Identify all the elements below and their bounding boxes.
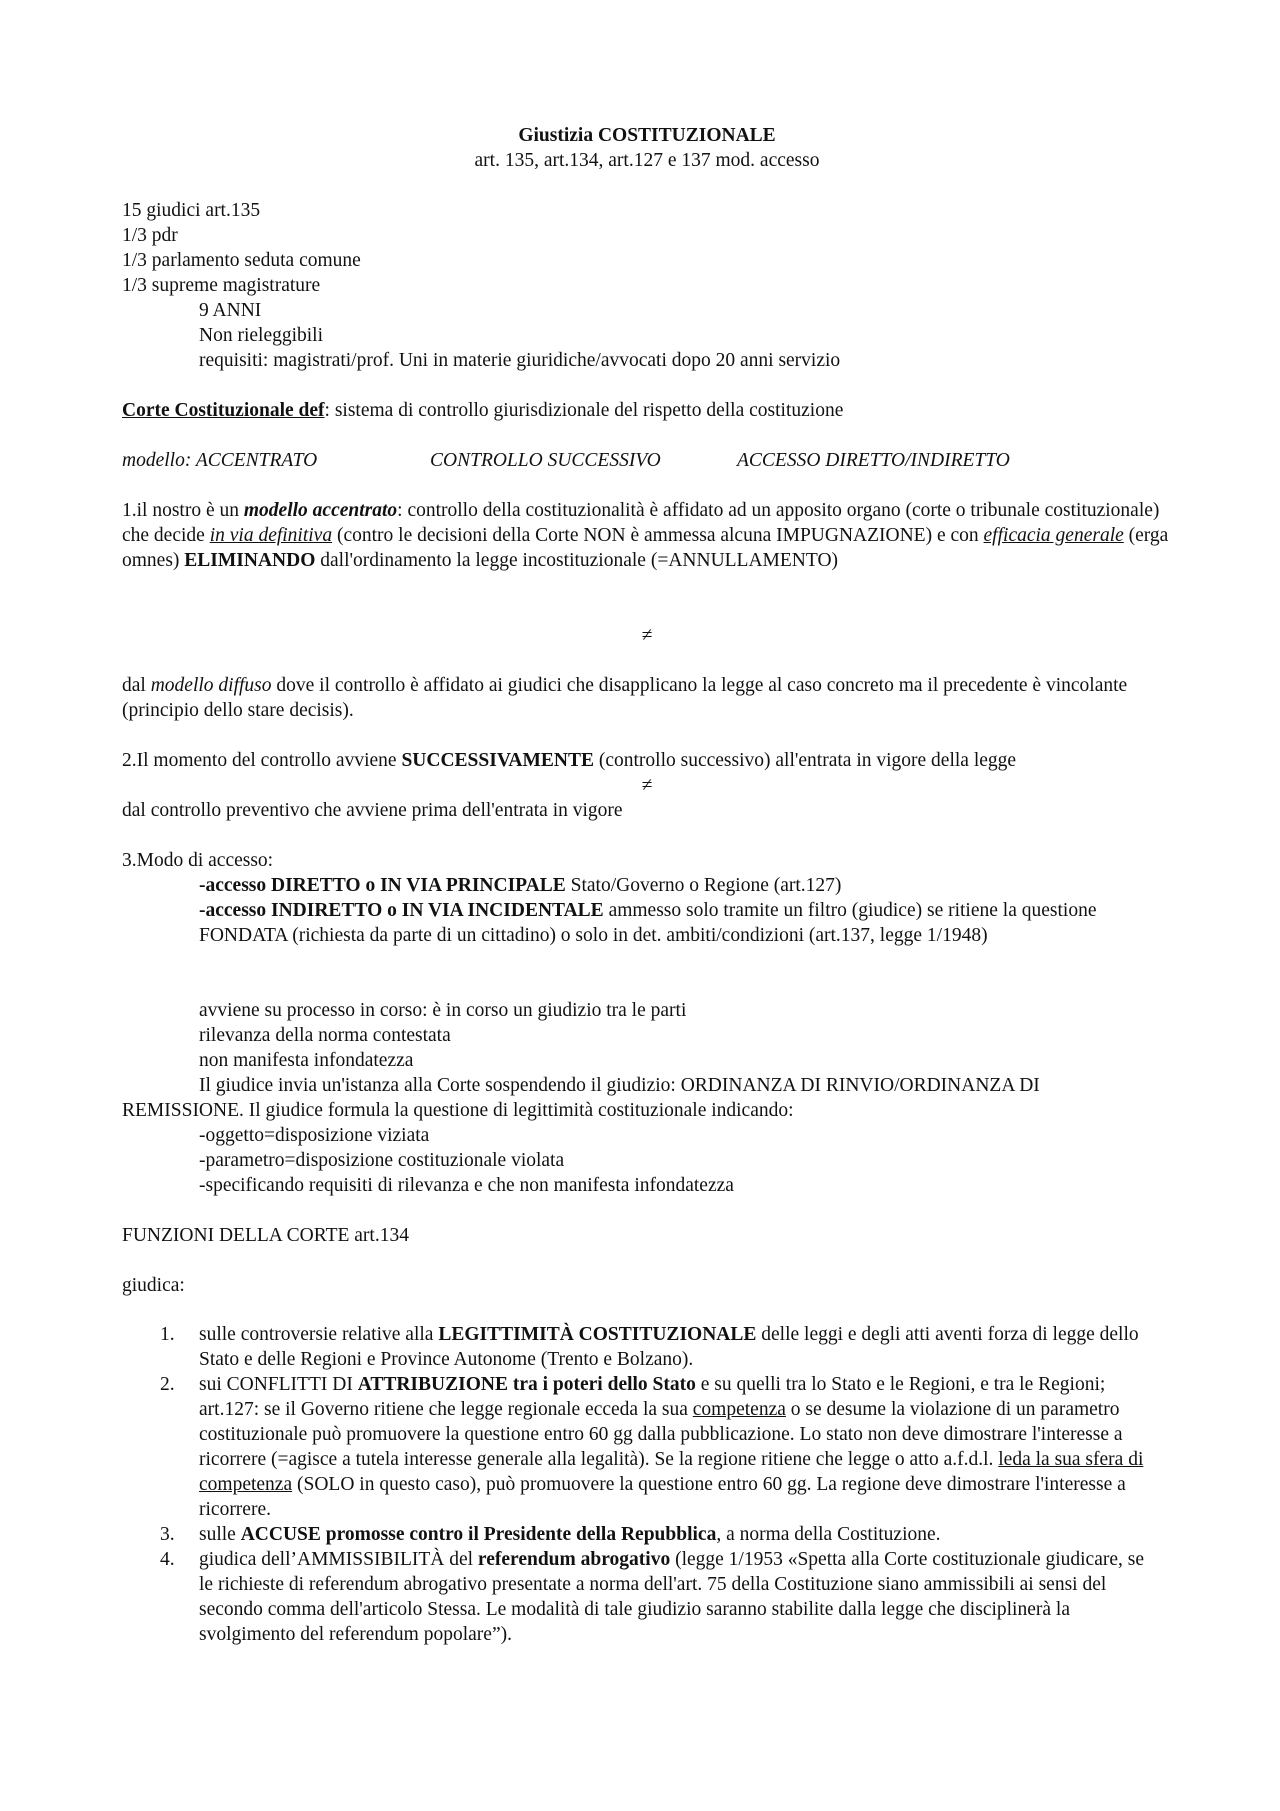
composition-line: 1/3 parlamento seduta comune [122, 250, 361, 271]
definition-term: Corte Costituzionale def [122, 400, 325, 421]
text-run: (controllo successivo) all'entrata in vigore della legge [593, 750, 1017, 771]
list-item-line [199, 1372, 1160, 1397]
list-item [0, 1522, 1160, 1547]
not-equal-symbol: ≠ [641, 775, 653, 796]
text-run-italic: modello diffuso [150, 675, 272, 696]
functions-list [0, 1322, 1160, 1647]
text-run-italic-underline: in via definitiva [209, 525, 333, 546]
condition-line: avviene su processo in corso: è in corso un giudizio tra le parti [199, 1000, 687, 1021]
composition-line: 15 giudici art.135 [122, 200, 261, 221]
condition-line: REMISSIONE. Il giudice formula la questione di legittimità costituzionale indicando: [122, 1100, 794, 1121]
text-run: 2.Il momento del controllo avviene [122, 750, 402, 771]
condition-line: -parametro=disposizione costituzionale violata [199, 1150, 565, 1171]
not-equal-symbol: ≠ [641, 625, 653, 646]
condition-line: -specificando requisiti di rilevanza e che non manifesta infondatezza [199, 1175, 734, 1196]
text-run: (erga omnes) [122, 525, 1169, 571]
text-run-bold: LEGITTIMITÀ COSTITUZIONALE [438, 1324, 757, 1345]
list-item [0, 1547, 1160, 1647]
condition-line: non manifesta infondatezza [199, 1050, 414, 1071]
list-item-line [199, 1397, 1160, 1522]
paragraph-modello-diffuso [122, 673, 1172, 723]
text-run: o se desume la violazione di un parametro costituzionale può promuovere la questione entro 60 gg dalla pubblicazione. Lo stato non deve dimostrare l'interesse a ricorrere (=agisce a tutela interesse generale alla legalità). Se la regione ritiene che legge o atto a.f.d.l. [199, 1399, 1123, 1470]
text-run-italic-underline: efficacia generale [983, 525, 1124, 546]
text-run-bold: ATTRIBUZIONE tra i poteri dello Stato [357, 1374, 696, 1395]
composition-line: 1/3 pdr [122, 225, 178, 246]
accesso-diretto [122, 873, 1172, 898]
composition-line: requisiti: magistrati/prof. Uni in materie giuridiche/avvocati dopo 20 anni servizio [199, 350, 841, 371]
list-number: 2. [160, 1374, 175, 1395]
condition-line: -oggetto=disposizione viziata [199, 1125, 430, 1146]
paragraph-modello-accentrato [122, 498, 1172, 573]
condizioni-block [122, 998, 1172, 1198]
text-run-underline: competenza [692, 1399, 786, 1420]
paragraph-modo-accesso [122, 848, 1172, 948]
text-run-bold: ACCUSE promosse contro il Presidente della Repubblica [240, 1524, 717, 1545]
text-run: (legge 1/1953 «Spetta alla Corte costituzionale giudicare, se le richieste di referendum abrogativo presentate a norma dell'art. 75 della Costituzione siano ammissibili ai sensi del secondo comma dell'articolo Stessa. Le modalità di tale giudizio saranno stabilite dalla legge che disciplinerà la svolgimento del referendum popolare”). [199, 1549, 1145, 1645]
model-line [122, 448, 1172, 473]
text-run: Stato/Governo o Regione (art.127) [565, 875, 842, 896]
definition-line [122, 398, 1172, 423]
functions-heading: FUNZIONI DELLA CORTE art.134 [122, 1225, 409, 1246]
text-run: : controllo della costituzionalità è affidato ad un apposito organo (corte o tribunale costituzionale) che decide [122, 500, 1160, 546]
text-run: sulle controversie relative alla [199, 1324, 439, 1345]
text-run: giudica dell’AMMISSIBILITÀ del [199, 1549, 478, 1570]
document-subtitle: art. 135, art.134, art.127 e 137 mod. accesso [474, 150, 820, 171]
text-run: (contro le decisioni della Corte NON è ammessa alcuna IMPUGNAZIONE) e con [332, 525, 984, 546]
composition-line: 9 ANNI [199, 300, 262, 321]
text-run: dove il controllo è affidato ai giudici che disapplicano la legge al caso concreto ma il precedente è vincolante (principio dello stare decisis). [122, 675, 1128, 721]
list-number: 3. [160, 1524, 175, 1545]
text-run: sulle [199, 1524, 241, 1545]
text-run: dal [122, 675, 151, 696]
text-run-bold: -accesso DIRETTO o IN VIA PRINCIPALE [199, 875, 566, 896]
list-number: 4. [160, 1549, 175, 1570]
text-run: , a norma della Costituzione. [716, 1524, 941, 1545]
definition-text: : sistema di controllo giurisdizionale del rispetto della costituzione [324, 400, 844, 421]
functions-lead: giudica: [122, 1275, 185, 1296]
text-run: delle leggi e degli atti aventi forza di legge dello Stato e delle Regioni e Province Autonome (Trento e Bolzano). [199, 1324, 1139, 1370]
condition-line: Il giudice invia un'istanza alla Corte sospendendo il giudizio: ORDINANZA DI RINVIO/ORDINANZA DI [199, 1075, 1040, 1096]
model-controllo-successivo: CONTROLLO SUCCESSIVO [430, 450, 661, 471]
text-run: sui CONFLITTI DI [199, 1374, 358, 1395]
model-accentrato: modello: ACCENTRATO [122, 450, 318, 471]
composition-block [122, 198, 1172, 373]
text-run: e su quelli tra lo Stato e le Regioni, e tra le Regioni; [695, 1374, 1106, 1395]
model-accesso: ACCESSO DIRETTO/INDIRETTO [737, 450, 1010, 471]
list-item [0, 1372, 1160, 1522]
text-run: 1.il nostro è un [122, 500, 244, 521]
text-run-bold: ELIMINANDO [184, 550, 316, 571]
document-title: Giustizia COSTITUZIONALE [518, 125, 776, 146]
text-run: ammesso solo tramite un filtro (giudice) se ritiene la questione FONDATA (richiesta da parte di un cittadino) o solo in det. ambiti/condizioni (art.137, legge 1/1948) [199, 900, 1097, 946]
text-run: dall'ordinamento la legge incostituzionale (=ANNULLAMENTO) [315, 550, 839, 571]
paragraph-line [122, 748, 1172, 773]
condition-line: rilevanza della norma contestata [199, 1025, 451, 1046]
text-run-bold-italic: modello accentrato [243, 500, 398, 521]
text-run: (SOLO in questo caso), può promuovere la questione entro 60 gg. La regione deve dimostrare l'interesse a ricorrere. [199, 1474, 1126, 1520]
list-number: 1. [160, 1324, 175, 1345]
composition-line: Non rieleggibili [199, 325, 324, 346]
paragraph-line: dal controllo preventivo che avviene prima dell'entrata in vigore [122, 800, 623, 821]
text-run-underline: leda la sua sfera di competenza [199, 1449, 1144, 1495]
composition-line: 1/3 supreme magistrature [122, 275, 321, 296]
paragraph-controllo-successivo [122, 748, 1172, 823]
accesso-indiretto [122, 898, 1172, 948]
text-run-bold: referendum abrogativo [477, 1549, 671, 1570]
text-run-bold: -accesso INDIRETTO o IN VIA INCIDENTALE [199, 900, 604, 921]
text-run: art.127: se il Governo ritiene che legge regionale ecceda la sua [199, 1399, 693, 1420]
list-item [0, 1322, 1160, 1372]
paragraph-heading: 3.Modo di accesso: [122, 850, 274, 871]
text-run-bold: SUCCESSIVAMENTE [401, 750, 594, 771]
